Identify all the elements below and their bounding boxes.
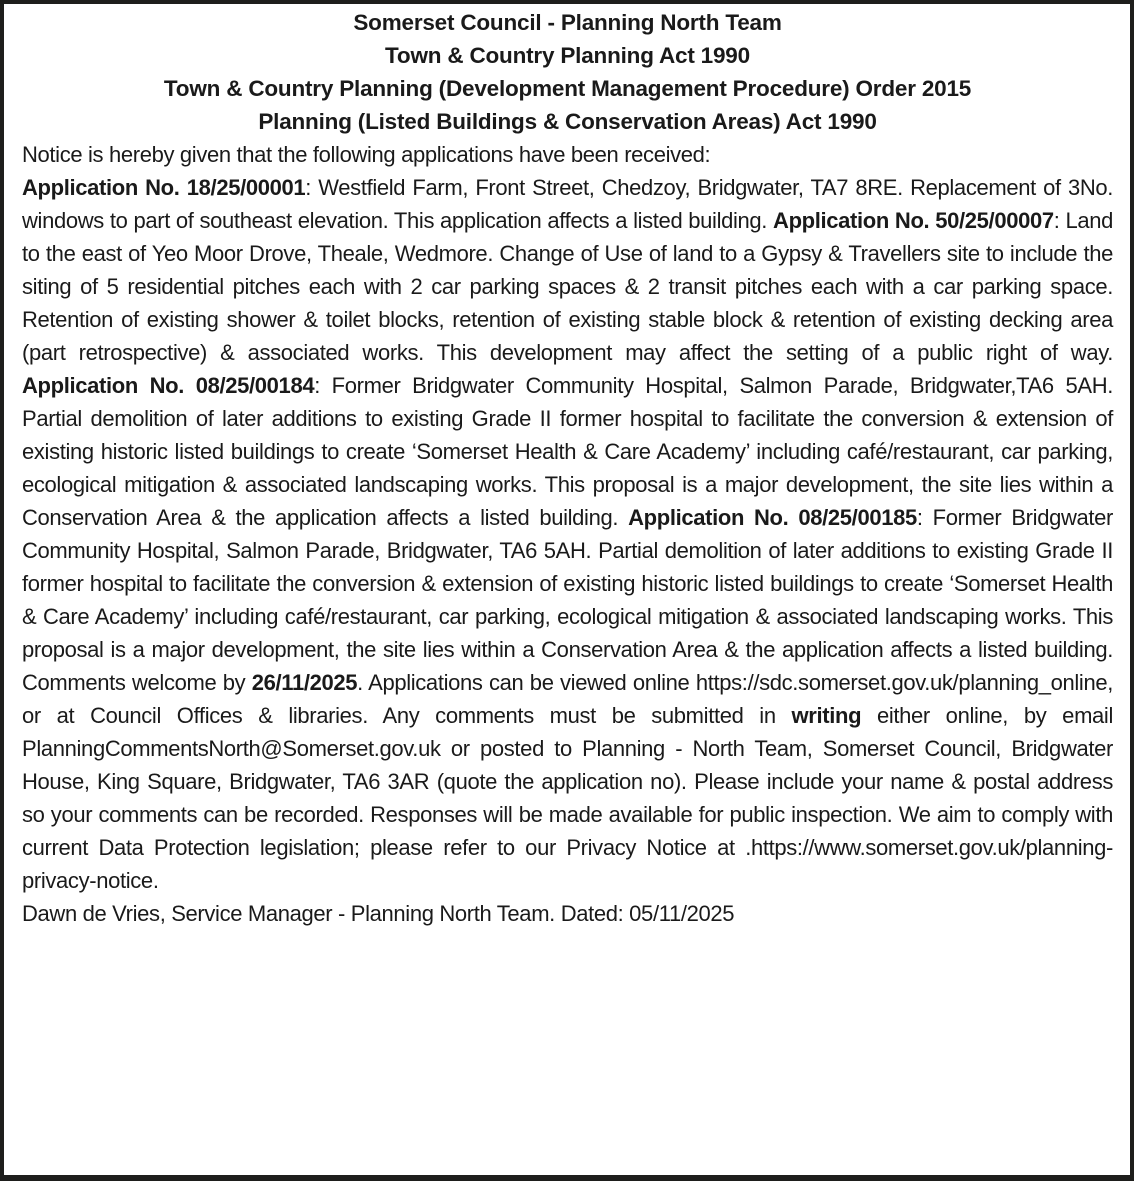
email-link[interactable]: PlanningCommentsNorth@Somerset.gov.uk (22, 736, 441, 761)
heading-listed-buildings-act: Planning (Listed Buildings & Conservation Areas) Act 1990 (258, 109, 877, 134)
application-label: Application No. (22, 175, 180, 200)
heading-dmp-order: Town & Country Planning (Development Management Procedure) Order 2015 (163, 76, 972, 101)
application-label: Application No. (628, 505, 789, 530)
planning-notice (4, 4, 1130, 1175)
application-description: : Former Bridgwater Community Hospital, Salmon Parade, Bridgwater,TA6 5AH. Partial demolition of later additions to existing Grade II former hospital to facilitate the conversion & extension of existing historic listed buildings to create ‘Somerset Health & Care Academy’ including café/restaurant, car parking, ecological mitigation & associated landscaping works. This proposal is a major development, the site lies within a Conservation Area & the application affects a listed building. (22, 373, 1114, 530)
application-description: : Land to the east of Yeo Moor Drove, Theale, Wedmore. Change of Use of land to a Gypsy & Travellers site to include the siting of 5 residential pitches each with 2 car parking spaces & 2 transit pitches each with a car parking space. Retention of existing shower & toilet blocks, retention of existing stable block & retention of existing decking area (part retrospective) & associated works. This development may affect the setting of a public right of way. (22, 208, 1114, 365)
comments-text: , or at Council Offices & libraries. Any comments must be submitted in (22, 670, 1113, 728)
heading-tcp-act: Town & Country Planning Act 1990 (385, 43, 750, 68)
application-description: : Westfield Farm, Front Street, Chedzoy, Bridgwater, TA7 8RE. Replacement of 3No. windows to part of southeast elevation. This application affects a listed building. (22, 175, 1114, 233)
comments-text: . Applications can be viewed online (357, 670, 696, 695)
privacy-notice-link[interactable]: .https://www.somerset.gov.uk/planning-privacy-notice (22, 835, 1113, 893)
planning-online-link[interactable]: https://sdc.somerset.gov.uk/planning_online (695, 670, 1108, 695)
application-label: Application No. (22, 373, 185, 398)
application-number: 50/25/00007 (935, 208, 1054, 233)
application-number: 08/25/00184 (195, 373, 315, 398)
application-description: : Former Bridgwater Community Hospital, Salmon Parade, Bridgwater, TA6 5AH. Partial demolition of later additions to existing Grade II former hospital to facilitate the conversion & extension of existing historic listed buildings to create ‘Somerset Health & Care Academy’ including café/restaurant, car parking, ecological mitigation & associated landscaping works. This proposal is a major development, the site lies within a Conservation Area & the application affects a listed building. (22, 505, 1114, 662)
writing-emphasis: writing (791, 703, 862, 728)
comments-text: either online, by email (861, 703, 1114, 728)
notice-intro: Notice is hereby given that the following applications have been received: (22, 142, 711, 167)
privacy-end: . (152, 868, 159, 893)
signature: Dawn de Vries, Service Manager - Planning North Team. Dated: 05/11/2025 (22, 901, 735, 926)
comments-text: or posted to Planning - North Team, Somerset Council, Bridgwater House, King Square, Bridgwater, TA6 3AR (quote the application no). Please include your name & postal address so your comments can be recorded. Responses will be made available for public inspection. We aim to comply with current Data Protection legislation; please refer to our Privacy Notice at (22, 736, 1113, 860)
heading-council-team: Somerset Council - Planning North Team (353, 10, 782, 35)
notice-body (22, 171, 1113, 897)
comments-prefix: Comments welcome by (22, 670, 252, 695)
application-number: 08/25/00185 (798, 505, 917, 530)
application-label: Application No. (773, 208, 930, 233)
application-number: 18/25/00001 (186, 175, 306, 200)
comments-deadline: 26/11/2025 (251, 670, 358, 695)
